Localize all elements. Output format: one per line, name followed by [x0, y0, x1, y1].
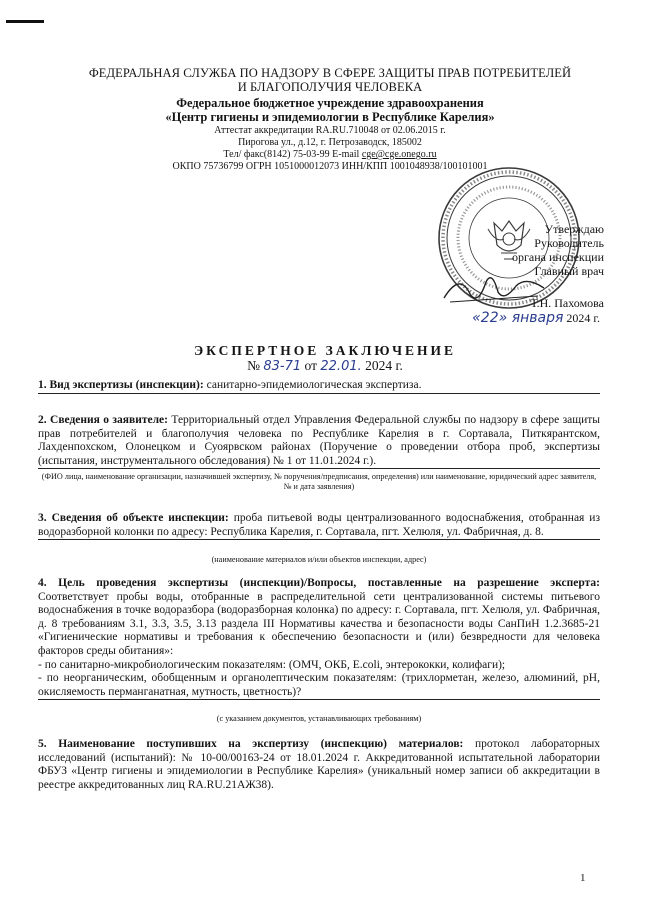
section-3-caption: (наименование материалов и/или объектов инспекции, адрес)	[211, 555, 427, 564]
phone-text: Тел/ факс(8142) 75-03-99 E-mail	[223, 149, 360, 160]
document-title: ЭКСПЕРТНОЕ ЗАКЛЮЧЕНИЕ	[194, 343, 456, 358]
number-prefix: №	[247, 358, 260, 373]
registry-codes: ОКПО 75736799 ОГРН 1051000012073 ИНН/КПП 1001048938/100101001	[172, 161, 488, 172]
approval-line-1: Утверждаю	[544, 222, 604, 236]
agency-name	[40, 66, 620, 94]
section-3-label: 3. Сведения об объекте инспекции:	[38, 512, 229, 524]
approver-name: Т.Н. Пахомова	[530, 296, 604, 310]
section-1-text: санитарно-эпидемиологическая экспертиза.	[206, 379, 422, 391]
section-3	[38, 512, 600, 540]
email-link[interactable]: cge@cge.onego.ru	[361, 149, 437, 160]
section-5	[38, 738, 600, 792]
number-year: 2024 г.	[365, 358, 403, 373]
page-number: 1	[580, 872, 586, 884]
corner-mark	[6, 20, 44, 23]
approval-date-handwritten: «22» января	[472, 310, 564, 326]
section-4	[38, 577, 600, 700]
accreditation-line: Аттестат аккредитации RA.RU.710048 от 02.06.2015 г.	[214, 125, 446, 136]
section-2-caption: (ФИО лица, наименование организации, назначившей экспертизу, № поручения/предписания, определения) или наименование, юридический адрес заявителя, № и дата заявления)	[41, 472, 597, 491]
institution-line-1: Федеральное бюджетное учреждение здравоохранения	[176, 96, 484, 110]
section-3-text: проба питьевой воды централизованного водоснабжения, отобранная из водоразборной колонки по адресу: Республика Карелия, г. Сортавала, пгт. Хелюля, ул. Фабричная, д. 8.	[38, 512, 601, 538]
section-4-caption: (с указанием документов, устанавливающих требованиям)	[216, 714, 422, 723]
section-2	[38, 414, 600, 469]
section-5-label: 5. Наименование поступивших на экспертизу (инспекцию) материалов:	[38, 738, 464, 750]
institution-line-2: «Центр гигиены и эпидемиологии в Республике Карелия»	[165, 110, 495, 124]
section-1-label: 1. Вид экспертизы (инспекции):	[38, 379, 204, 391]
agency-line-1: ФЕДЕРАЛЬНАЯ СЛУЖБА ПО НАДЗОРУ В СФЕРЕ ЗАЩИТЫ ПРАВ ПОТРЕБИТЕЛЕЙ	[88, 66, 572, 80]
agency-line-2: И БЛАГОПОЛУЧИЯ ЧЕЛОВЕКА	[237, 80, 423, 94]
document-number	[0, 358, 650, 374]
address-line: Пирогова ул., д.12, г. Петрозаводск, 185002	[238, 137, 422, 148]
section-4-item-1: - по санитарно-микробиологическим показателям: (ОМЧ, ОКБ, E.coli, энтерококки, колифаги);	[38, 658, 506, 671]
approval-line-4: Главный врач	[534, 264, 604, 278]
approval-line-2: Руководитель	[534, 236, 604, 250]
phone-line	[40, 149, 620, 161]
section-4-label: 4. Цель проведения экспертизы (инспекции)/Вопросы, поставленные на разрешение эксперта:	[38, 577, 600, 589]
section-4-item-2: - по неорганическим, обобщенным и органолептическим показателям: (трихлорметан, железо, алюминий, pH, окисляемость перманганатная, мутность, цветность)?	[38, 672, 600, 698]
section-4-text: Соответствует пробы воды, отобранные в распределительной сети централизованной системы питьевого водоснабжения в точке водоразбора (водоразборная колонка) по адресу: г. Сортавала, пгт. Хелюля, ул. Фабричная, д. 8 требованиям 3.1, 3.3, 3.5, 3.13 раздела III Нормативы качества и безопасности воды СанПиН 1.2.3685-21 «Гигиенические нормативы и требования к обеспечению безопасности и (или) безвредности для человека факторов среды обитания»:	[38, 590, 600, 657]
number-handwritten: 83-71	[263, 359, 302, 374]
section-2-text: Территориальный отдел Управления Федеральной службы по надзору в сфере защиты прав потребителей и благополучия человека по Республике Карелия в г. Сортавала, Питкярантском, Лахденпохском, Олонецком и Суоярвском районах (Поручение о проведении отбора проб, экспертизы (испытания, инструментального обследования) № 1 от 11.01.2024 г.).	[38, 414, 600, 467]
section-5-text: протокол лабораторных исследований (испытаний): № 10-00/00163-24 от 18.01.2024 г. Аккредитованной испытательной лаборатории ФБУЗ «Центр гигиены и эпидемиологии в Республике Карелия» (уникальный номер записи об аккредитации в реестре аккредитованных лиц RA.RU.21АЖ38).	[38, 738, 600, 791]
number-from: от	[304, 358, 318, 373]
section-1	[38, 379, 600, 394]
handwritten-signature-icon	[440, 268, 550, 308]
number-date-handwritten: 22.01.	[320, 359, 362, 374]
approval-year: 2024 г.	[566, 311, 600, 325]
approval-line-3: органа инспекции	[511, 250, 604, 264]
section-2-label: 2. Сведения о заявителе:	[38, 414, 168, 426]
approval-date	[390, 310, 600, 326]
